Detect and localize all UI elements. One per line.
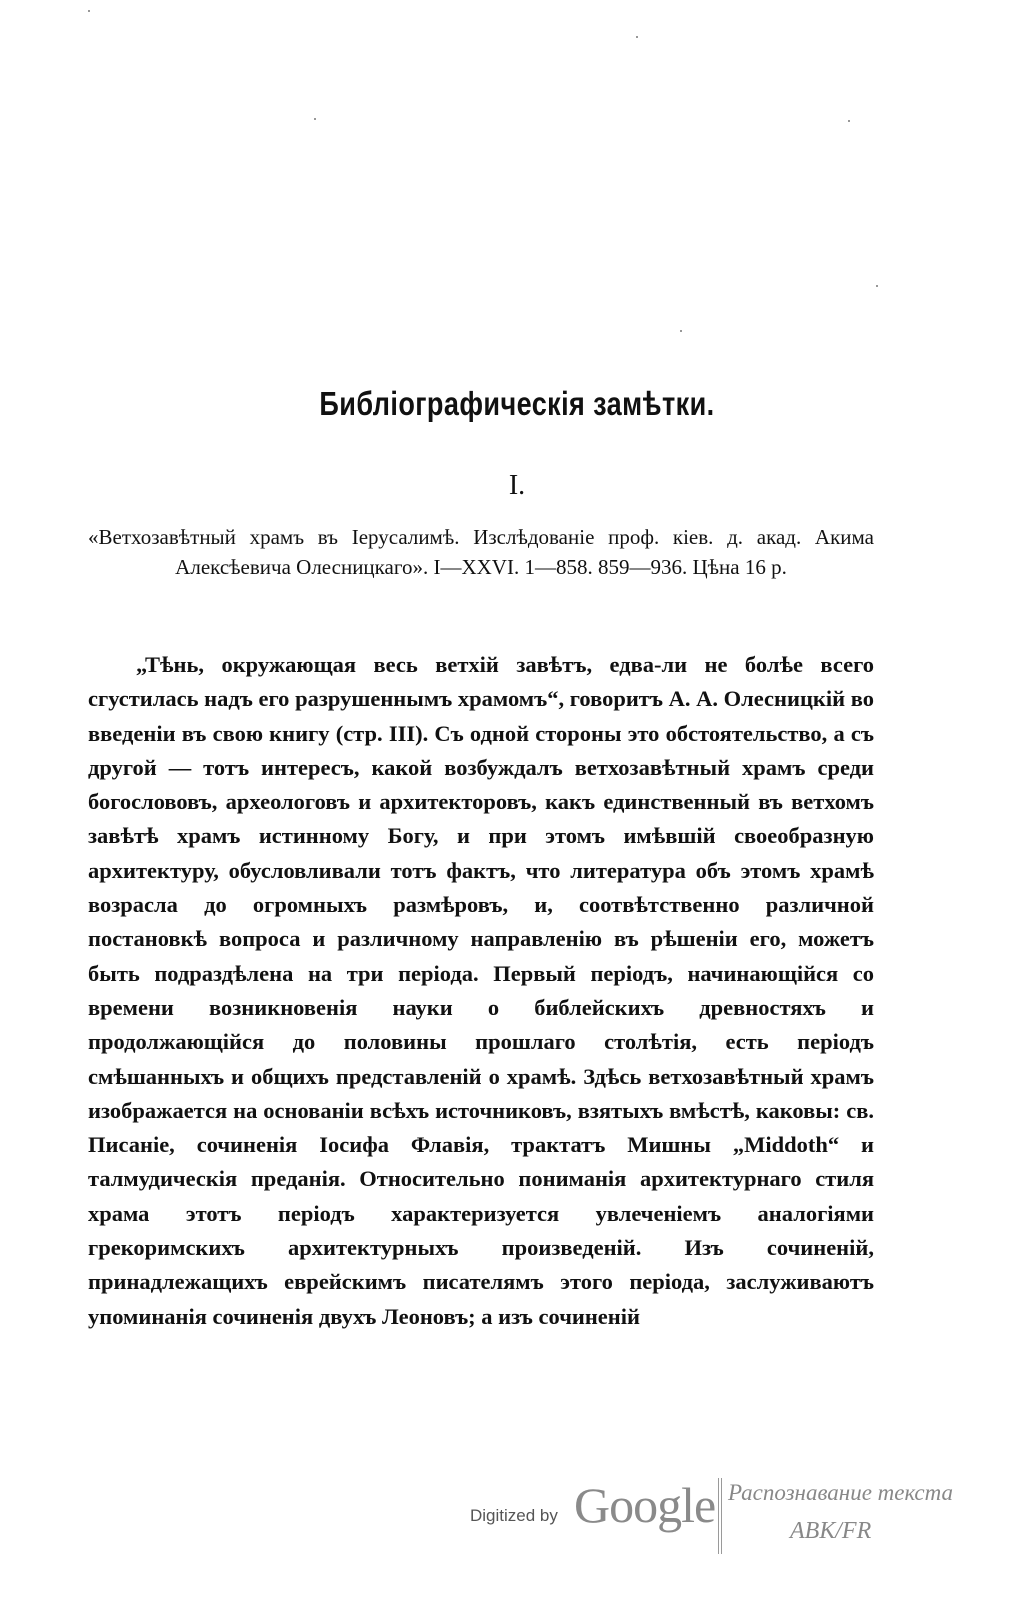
- body-text: [88, 648, 874, 1334]
- section-title: Библіографическія замѣтки.: [319, 385, 715, 422]
- recognition-credit: АВК/FR: [790, 1518, 872, 1544]
- scan-speck: [88, 10, 90, 12]
- scan-speck: [680, 330, 682, 332]
- digitization-footer: [470, 1470, 990, 1580]
- scan-speck: [314, 118, 316, 120]
- scan-speck: [636, 36, 638, 38]
- footer-divider: [718, 1478, 722, 1554]
- body-paragraph: „Тѣнь, окружающая весь ветхій завѣтъ, едва-ли не болѣе всего сгустилась надъ его разрушеннымъ храмомъ“, говоритъ А. А. Олесницкій во введеніи въ свою книгу (стр. III). Съ одной стороны это обстоятельство, а съ другой — тотъ интересъ, какой возбуждалъ ветхозавѣтный храмъ среди богослововъ, археологовъ и архитекторовъ, какъ единственный въ ветхомъ завѣтѣ храмъ истинному Богу, и при этомъ имѣвшій своеобразную архитектуру, обусловливали тотъ фактъ, что литература объ этомъ храмѣ возрасла до огромныхъ размѣровъ, и, соотвѣтственно различной постановкѣ вопроса и различному направленію въ рѣшеніи его, можетъ быть подраздѣлена на три періода. Первый періодъ, начинающійся со времени возникновенія науки о библейскихъ древностяхъ и продолжающійся до половины прошлаго столѣтія, есть періодъ смѣшанныхъ и общихъ представленій о храмѣ. Здѣсь ветхозавѣтный храмъ изображается на основаніи всѣхъ источниковъ, взятыхъ вмѣстѣ, каковы: св. Писаніе, сочиненія Іосифа Флавія, трактатъ Мишны „Middoth“ и талмудическія преданія. Относительно пониманія архитектурнаго стиля храма этотъ періодъ характеризуется увлеченіемъ аналогіями грекоримскихъ архитектурныхъ произведеній. Изъ сочиненій, принадлежащихъ еврейскимъ писателямъ этого періода, заслуживаютъ упоминанія сочиненія двухъ Леоновъ; а изъ сочиненій: [88, 652, 874, 1329]
- scan-speck: [876, 285, 878, 287]
- recognition-label: Распознавание текста: [728, 1480, 953, 1505]
- digitized-by-label: Digitized by: [470, 1506, 558, 1525]
- scan-speck: [848, 120, 850, 122]
- book-citation: [88, 522, 874, 582]
- citation-text: «Ветхозавѣтный храмъ въ Іерусалимѣ. Изслѣдованіе проф. кіев. д. акад. Акима Алексѣевича Олесницкаго». I—XXVI. 1—858. 859—936. Цѣна 16 р.: [88, 525, 874, 579]
- google-logo: Google: [574, 1477, 716, 1533]
- section-number: I.: [508, 470, 526, 501]
